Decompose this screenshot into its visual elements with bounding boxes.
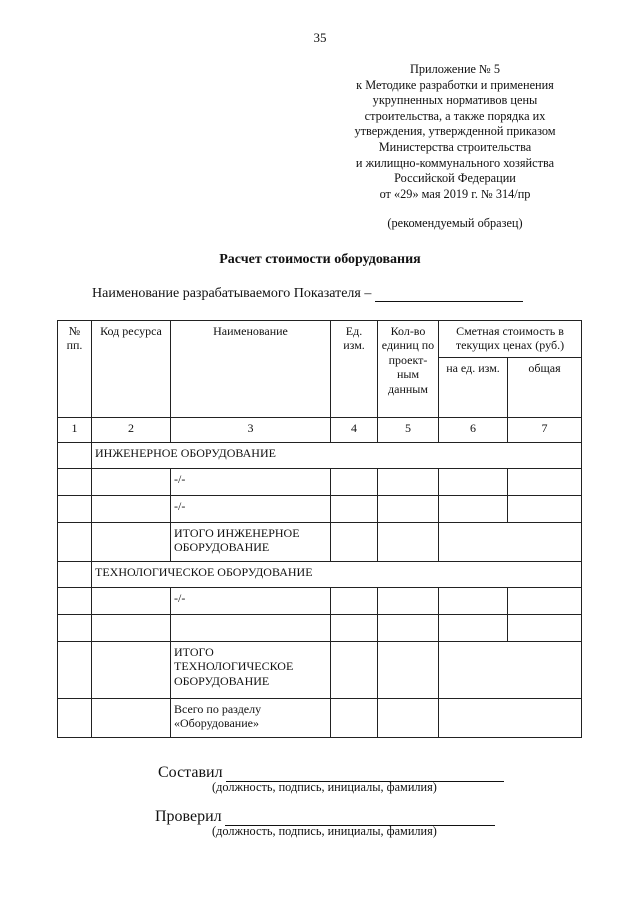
table-cell	[378, 469, 439, 496]
appendix-block	[340, 62, 570, 202]
equipment-cost-table	[57, 320, 582, 738]
column-number-row	[58, 418, 582, 443]
appendix-line: Российской Федерации	[394, 171, 516, 186]
header-qty: Кол-во единиц по проект-ным данным	[378, 321, 439, 418]
column-number: 2	[92, 418, 171, 443]
table-cell	[331, 615, 378, 642]
table-cell	[331, 588, 378, 615]
table-cell	[378, 615, 439, 642]
table-cell	[439, 469, 508, 496]
compiled-hint: (должность, подпись, инициалы, фамилия)	[212, 780, 437, 794]
appendix-line: укрупненных нормативов цены	[372, 93, 538, 108]
column-number: 5	[378, 418, 439, 443]
table-cell	[378, 523, 439, 562]
column-number: 6	[439, 418, 508, 443]
appendix-line: строительства, а также порядка их	[364, 108, 546, 123]
table-cell	[439, 699, 582, 738]
table-cell	[378, 496, 439, 523]
compiled-label: Составил	[158, 764, 223, 781]
appendix-line: и жилищно-коммунального хозяйства	[355, 155, 555, 170]
sample-note: (рекомендуемый образец)	[387, 216, 523, 230]
checked-hint: (должность, подпись, инициалы, фамилия)	[212, 824, 437, 838]
document-title: Расчет стоимости оборудования	[219, 252, 421, 267]
appendix-line: к Методике разработки и применения	[356, 77, 554, 92]
item-name-cell: -/-	[171, 588, 331, 615]
section-row-engineering	[58, 443, 582, 469]
table-cell	[58, 588, 92, 615]
header-cost-group: Сметная стоимость в текущих ценах (руб.)	[439, 321, 582, 358]
item-name-cell	[171, 615, 331, 642]
table-row	[58, 496, 582, 523]
table-cell	[378, 588, 439, 615]
table-cell	[331, 469, 378, 496]
column-number: 1	[58, 418, 92, 443]
column-number: 4	[331, 418, 378, 443]
section-row-technological	[58, 562, 582, 588]
indicator-label: Наименование разрабатываемого Показателя –	[92, 286, 372, 301]
appendix-line: утверждения, утвержденной приказом	[354, 124, 556, 139]
table-cell	[331, 699, 378, 738]
header-code: Код ресурса	[92, 321, 171, 418]
header-cost-unit: на ед. изм.	[439, 358, 508, 418]
table-cell	[92, 615, 171, 642]
table-cell	[508, 469, 582, 496]
header-name: Наименование	[171, 321, 331, 418]
table-cell	[439, 615, 508, 642]
page-number: 35	[313, 30, 327, 45]
item-name-cell: -/-	[171, 469, 331, 496]
table-cell	[508, 496, 582, 523]
item-name-cell: -/-	[171, 496, 331, 523]
table-row	[58, 469, 582, 496]
indicator-name-line	[92, 286, 523, 302]
table-row	[58, 588, 582, 615]
table-cell	[58, 699, 92, 738]
table-cell	[378, 699, 439, 738]
checked-label: Проверил	[155, 808, 222, 825]
subtotal-label: ИТОГО ТЕХНОЛОГИЧЕСКОЕ ОБОРУДОВАНИЕ	[171, 642, 331, 699]
header-num: № пп.	[58, 321, 92, 418]
column-number: 3	[171, 418, 331, 443]
table-cell	[331, 642, 378, 699]
table-cell	[58, 469, 92, 496]
header-cost-total: общая	[508, 358, 582, 418]
table-cell	[58, 642, 92, 699]
table-cell	[331, 496, 378, 523]
table-cell	[331, 523, 378, 562]
section-title: ТЕХНОЛОГИЧЕСКОЕ ОБОРУДОВАНИЕ	[92, 562, 582, 588]
table-cell	[378, 642, 439, 699]
table-cell	[58, 615, 92, 642]
table-cell	[508, 615, 582, 642]
table-cell	[58, 496, 92, 523]
table-row	[58, 615, 582, 642]
table-cell	[92, 699, 171, 738]
table-cell	[92, 642, 171, 699]
grand-total-label: Всего по разделу «Оборудование»	[171, 699, 331, 738]
table-cell	[58, 443, 92, 469]
subtotal-row-engineering	[58, 523, 582, 562]
column-number: 7	[508, 418, 582, 443]
header-row	[58, 321, 582, 358]
table-cell	[92, 523, 171, 562]
table-cell	[92, 588, 171, 615]
appendix-line: Министерства строительства	[378, 139, 532, 154]
table-cell	[439, 642, 582, 699]
table-cell	[92, 469, 171, 496]
indicator-blank-field	[375, 287, 523, 302]
appendix-line: от «29» мая 2019 г. № 314/пр	[379, 186, 531, 201]
table-cell	[58, 523, 92, 562]
grand-total-row	[58, 699, 582, 738]
subtotal-row-technological	[58, 642, 582, 699]
appendix-line: Приложение № 5	[409, 62, 501, 76]
subtotal-label: ИТОГО ИНЖЕНЕРНОЕ ОБОРУДОВАНИЕ	[171, 523, 331, 562]
table-cell	[92, 496, 171, 523]
table-cell	[439, 588, 508, 615]
table-cell	[58, 562, 92, 588]
table-cell	[439, 496, 508, 523]
section-title: ИНЖЕНЕРНОЕ ОБОРУДОВАНИЕ	[92, 443, 582, 469]
table-cell	[508, 588, 582, 615]
table-cell	[439, 523, 582, 562]
header-unit: Ед. изм.	[331, 321, 378, 418]
